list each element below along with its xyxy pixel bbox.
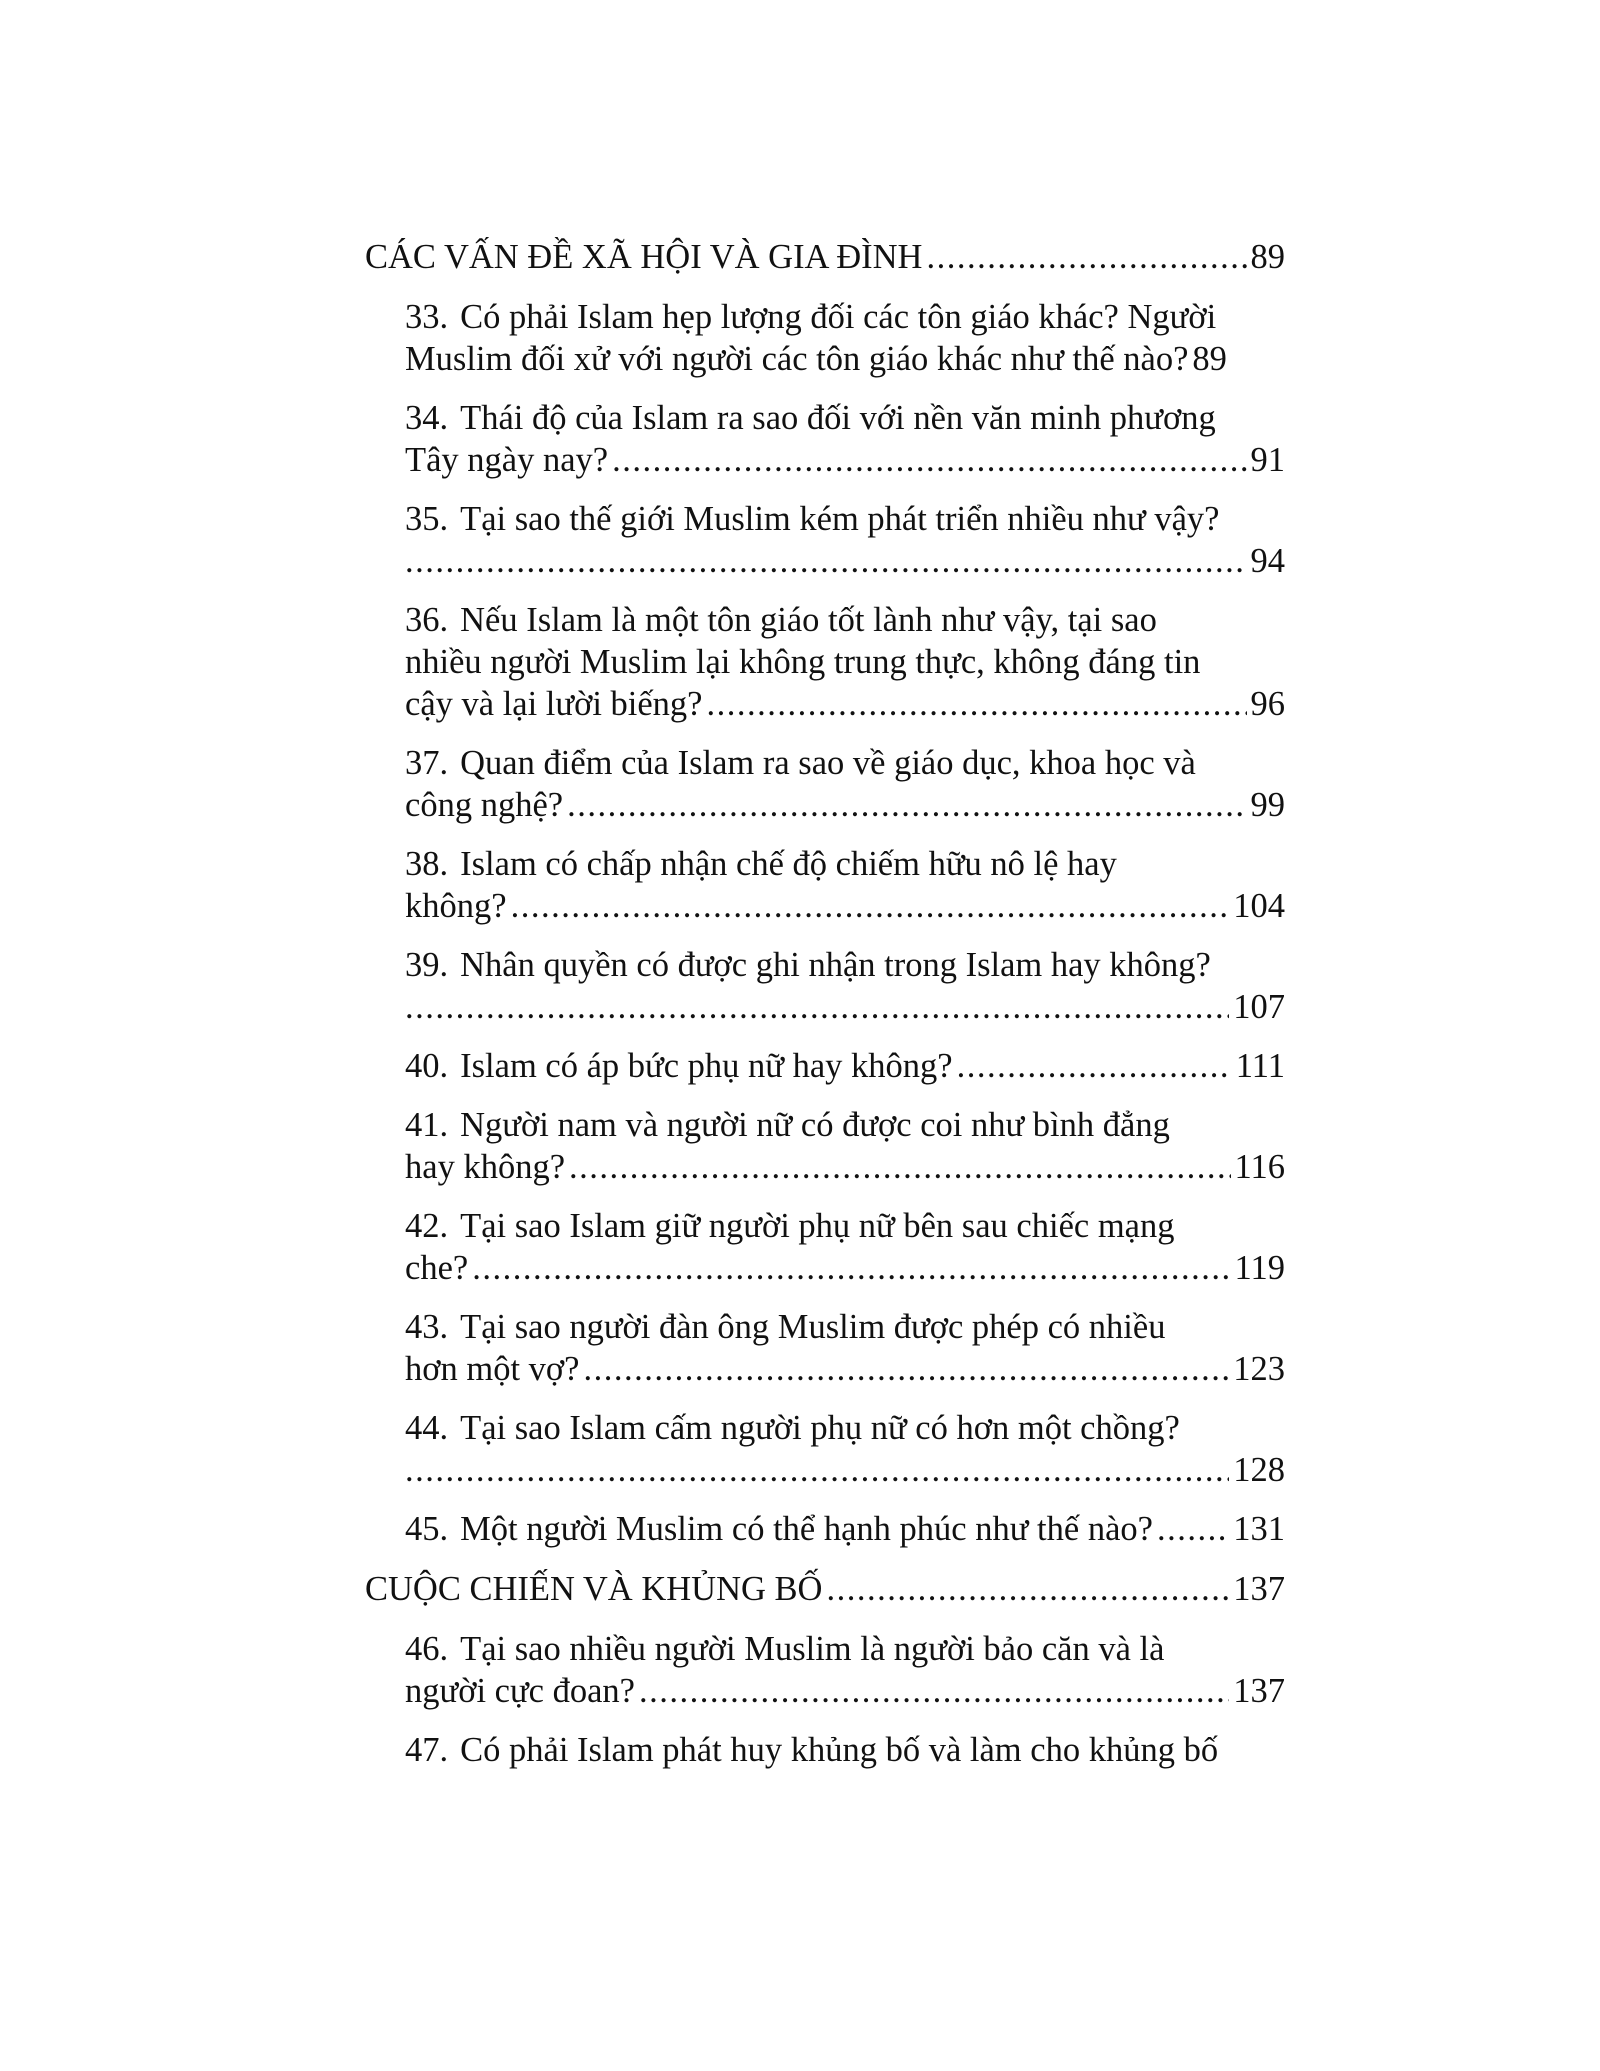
toc-entry (365, 1205, 1285, 1289)
page-number: 137 (1233, 1570, 1285, 1608)
toc-entry (365, 498, 1285, 582)
entry-text: Người nam và người nữ có được coi như bình đẳng (460, 1106, 1170, 1144)
page-number: 89 (1250, 238, 1285, 276)
entry-number: 37. (405, 744, 449, 782)
dot-leader (405, 1449, 1229, 1491)
entry-number: 43. (405, 1308, 449, 1346)
entry-text-continued: hơn một vợ? (405, 1350, 580, 1388)
dot-leader (569, 1146, 1231, 1188)
entry-number: 36. (405, 601, 449, 639)
page-number: 111 (1235, 1047, 1285, 1085)
entry-text: Có phải Islam hẹp lượng đối các tôn giáo khác? Người (460, 298, 1217, 336)
toc-entry (365, 1104, 1285, 1188)
toc-entry (365, 1508, 1285, 1550)
entry-text-continued: công nghệ? (405, 786, 564, 824)
page-number: 131 (1233, 1510, 1285, 1548)
toc-entry (365, 296, 1285, 380)
entry-number: 40. (405, 1047, 449, 1085)
dot-leader (826, 1568, 1229, 1610)
page-number: 123 (1233, 1350, 1285, 1388)
toc-entry (365, 599, 1285, 725)
entry-text: Một người Muslim có thể hạnh phúc như thế nào? (460, 1510, 1153, 1548)
entry-text: Nhân quyền có được ghi nhận trong Islam hay không? (460, 946, 1211, 984)
entry-text: Tại sao Islam cấm người phụ nữ có hơn một chồng? (460, 1409, 1180, 1447)
page-number: 96 (1250, 685, 1285, 723)
entry-text: Islam có chấp nhận chế độ chiếm hữu nô lệ hay (460, 845, 1117, 883)
entry-number: 45. (405, 1510, 449, 1548)
entry-text: Tại sao Islam giữ người phụ nữ bên sau chiếc mạng (460, 1207, 1175, 1245)
page-number: 137 (1233, 1672, 1285, 1710)
entry-text-continued: người cực đoan? (405, 1672, 635, 1710)
entry-text: Tại sao người đàn ông Muslim được phép có nhiều (460, 1308, 1166, 1346)
section-title: CUỘC CHIẾN VÀ KHỦNG BỐ (365, 1570, 823, 1608)
toc-entry (365, 944, 1285, 1028)
entry-text: Quan điểm của Islam ra sao về giáo dục, khoa học và (460, 744, 1196, 782)
entry-number: 46. (405, 1630, 449, 1668)
dot-leader (567, 784, 1246, 826)
dot-leader (583, 1348, 1229, 1390)
toc-entry (365, 1628, 1285, 1712)
toc-section-heading (365, 236, 1285, 278)
entry-text-continued: Tây ngày nay? (405, 441, 609, 479)
dot-leader (405, 540, 1247, 582)
page-number: 119 (1234, 1249, 1285, 1287)
entry-number: 39. (405, 946, 449, 984)
toc-section-heading (365, 1568, 1285, 1610)
page-number: 116 (1234, 1148, 1285, 1186)
entry-text: Tại sao nhiều người Muslim là người bảo căn và là (460, 1630, 1165, 1668)
dot-leader (1157, 1508, 1229, 1550)
entry-number: 34. (405, 399, 449, 437)
page-number: 104 (1233, 887, 1285, 925)
section-title: CÁC VẤN ĐỀ XÃ HỘI VÀ GIA ĐÌNH (365, 238, 923, 276)
entry-number: 42. (405, 1207, 449, 1245)
toc-entry (365, 843, 1285, 927)
page-number: 91 (1250, 441, 1285, 479)
entry-number: 35. (405, 500, 449, 538)
page-number: 89 (1192, 340, 1227, 378)
dot-leader (472, 1247, 1230, 1289)
dot-leader (612, 439, 1246, 481)
toc-entry (365, 1407, 1285, 1491)
entry-text: Islam có áp bức phụ nữ hay không? (460, 1047, 953, 1085)
dot-leader (405, 986, 1229, 1028)
page-number: 99 (1250, 786, 1285, 824)
entry-number: 38. (405, 845, 449, 883)
toc-entry (365, 742, 1285, 826)
entry-text: Có phải Islam phát huy khủng bố và làm cho khủng bố (460, 1731, 1219, 1769)
entry-text: Tại sao thế giới Muslim kém phát triển nhiều như vậy? (460, 500, 1220, 538)
entry-text-continued: Muslim đối xử với người các tôn giáo khác như thế nào? (405, 340, 1189, 378)
dot-leader (957, 1045, 1232, 1087)
dot-leader (926, 236, 1246, 278)
toc-entry (365, 397, 1285, 481)
entry-text-continued: cậy và lại lười biếng? (405, 685, 703, 723)
dot-leader (511, 885, 1230, 927)
entry-text-continued: không? (405, 887, 507, 925)
toc-entry (365, 1729, 1285, 1771)
entry-number: 33. (405, 298, 449, 336)
entry-text-continued: nhiều người Muslim lại không trung thực, không đáng tin (405, 643, 1201, 681)
entry-number: 47. (405, 1731, 449, 1769)
entry-text: Nếu Islam là một tôn giáo tốt lành như vậy, tại sao (460, 601, 1157, 639)
entry-text-continued: che? (405, 1249, 469, 1287)
toc-entry (365, 1045, 1285, 1087)
dot-leader (707, 683, 1247, 725)
table-of-contents (365, 236, 1285, 1771)
entry-text-continued: hay không? (405, 1148, 566, 1186)
page-number: 107 (1233, 988, 1285, 1026)
entry-number: 41. (405, 1106, 449, 1144)
page-number: 128 (1233, 1451, 1285, 1489)
page-number: 94 (1250, 542, 1285, 580)
entry-text: Thái độ của Islam ra sao đối với nền văn minh phương (460, 399, 1216, 437)
dot-leader (639, 1670, 1229, 1712)
toc-entry (365, 1306, 1285, 1390)
entry-number: 44. (405, 1409, 449, 1447)
